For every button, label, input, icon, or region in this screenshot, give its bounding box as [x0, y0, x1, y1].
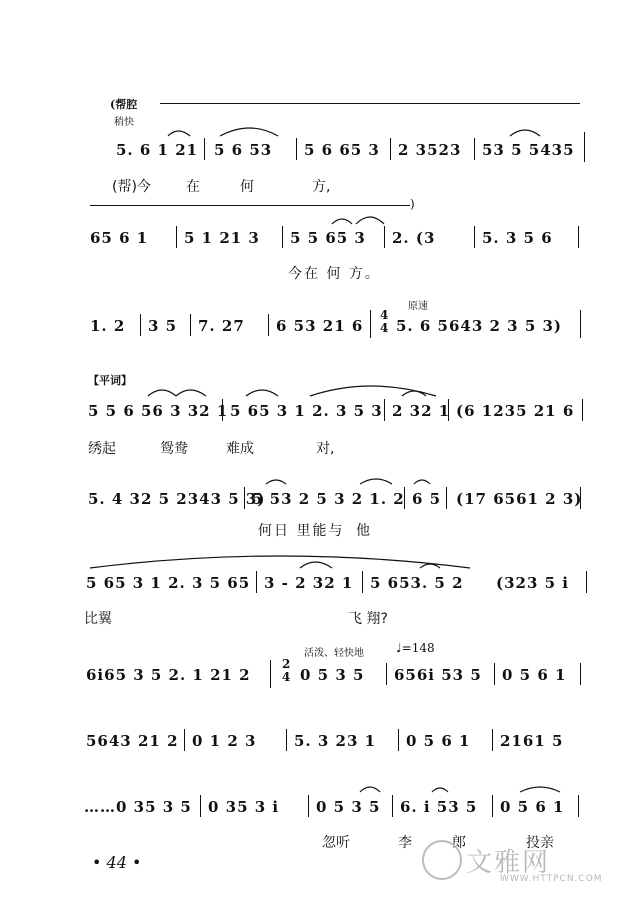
barline [308, 795, 309, 817]
help-chorus-extension-line [160, 103, 580, 104]
barline [398, 729, 399, 751]
barline [268, 314, 269, 336]
measure-2-5: 5. 3 5 6 [482, 229, 553, 247]
barline [286, 729, 287, 751]
barline [446, 487, 447, 509]
measure-3-2: 3 5 [148, 317, 178, 335]
tempo-lively: 活泼、轻快地 [304, 648, 364, 659]
measure-7-2: 0 5 3 5 [300, 666, 365, 684]
barline [296, 138, 297, 160]
lyric: 在 [186, 179, 200, 195]
measure-8-3: 5. 3 23 1 [294, 732, 377, 750]
measure-8-5: 2161 5 [500, 732, 564, 750]
measure-5-4: (17 6561 2 3) [456, 490, 583, 508]
tempo-original: 原速 [408, 301, 428, 312]
barline [200, 795, 201, 817]
lyric: (帮)今 [112, 179, 151, 195]
measure-6-4: (323 5 i [496, 574, 569, 592]
lyric: 他 [356, 523, 370, 539]
lyric: 比翼 [84, 611, 112, 627]
measure-1-2: 5 6 53 [214, 141, 273, 159]
barline [244, 487, 245, 509]
lyric: 何 [240, 179, 254, 195]
time-signature-4-4: 4 4 [380, 308, 390, 335]
lyric: 何日 里能与 [258, 523, 345, 539]
measure-5-2: 5 53 2 5 3 2 1. 2 [252, 490, 405, 508]
measure-4-4: (6 1235 21 6 [456, 402, 575, 420]
measure-4-3: 2 32 1 [392, 402, 451, 420]
barline [390, 138, 391, 160]
measure-6-3: 5 653. 5 2 [370, 574, 464, 592]
barline [392, 795, 393, 817]
measure-1-5: 53 5 5435 [482, 141, 575, 159]
barline [494, 663, 495, 685]
measure-7-4: 0 5 6 1 [502, 666, 567, 684]
barline [404, 487, 405, 509]
measure-9-2: 0 35 3 i [208, 798, 280, 816]
measure-3-1: 1. 2 [90, 317, 126, 335]
page-number: • 44 • [92, 853, 142, 872]
barline [384, 399, 385, 421]
section-label-help-chorus: (帮腔 [110, 98, 138, 111]
lyric: 难成 [226, 441, 254, 457]
time-signature-2-4: 2 4 [282, 657, 292, 684]
measure-1-1: 5. 6 1 21 [116, 141, 199, 159]
barline [584, 132, 585, 162]
measure-8-4: 0 5 6 1 [406, 732, 471, 750]
barline [386, 663, 387, 685]
lyric: 鸳鸯 [160, 441, 188, 457]
chorus-close-paren: ) [410, 197, 415, 211]
lyric: 飞 翔? [348, 611, 388, 627]
lyric: 忽听 [322, 835, 350, 851]
measure-9-5: 0 5 6 1 [500, 798, 565, 816]
barline [370, 310, 371, 338]
measure-2-3: 5 5 65 3 [290, 229, 366, 247]
chorus-extension-line [90, 205, 410, 206]
barline [474, 138, 475, 160]
barline [176, 226, 177, 248]
lyric: 绣起 [88, 441, 116, 457]
measure-8-2: 0 1 2 3 [192, 732, 257, 750]
metronome-marking: ♩=148 [396, 641, 435, 655]
lyric: 郎 [452, 835, 466, 851]
barline [492, 795, 493, 817]
measure-3-5: 5. 6 5643 2 3 5 3) [396, 317, 563, 335]
tempo-slightly-fast: 稍快 [114, 117, 134, 128]
measure-9-4: 6. i 53 5 [400, 798, 478, 816]
lyric: 今在 何 方。 [288, 266, 381, 282]
measure-1-4: 2 3523 [398, 141, 462, 159]
barline [256, 571, 257, 593]
measure-3-3: 7. 27 [198, 317, 245, 335]
barline [474, 226, 475, 248]
barline [204, 138, 205, 160]
barline [580, 310, 581, 338]
barline [190, 314, 191, 336]
barline [578, 226, 579, 248]
barline [448, 399, 449, 421]
lyric: 投亲 [526, 835, 554, 851]
measure-4-1: 5 5 6 56 3 32 1 [88, 402, 229, 420]
barline [580, 487, 581, 509]
watermark-url: WWW.HTTPCN.COM [500, 874, 603, 884]
watermark-seal-icon [422, 840, 462, 880]
lyric: 方, [312, 179, 331, 195]
measure-9-3: 0 5 3 5 [316, 798, 381, 816]
measure-2-1: 65 6 1 [90, 229, 149, 247]
barline [184, 729, 185, 751]
measure-7-3: 656i 53 5 [394, 666, 482, 684]
barline [492, 729, 493, 751]
measure-3-4: 6 53 21 6 [276, 317, 364, 335]
watermark-logo: 文雅网 [466, 848, 551, 878]
barline [578, 795, 579, 817]
barline [362, 571, 363, 593]
lyric: 李 [398, 835, 412, 851]
barline [586, 571, 587, 593]
barline [384, 226, 385, 248]
measure-8-1: 5643 21 2 [86, 732, 179, 750]
measure-2-4: 2. (3 [392, 229, 436, 247]
barline [270, 660, 271, 688]
measure-6-1: 5 65 3 1 2. 3 5 65 [86, 574, 251, 592]
measure-1-3: 5 6 65 3 [304, 141, 380, 159]
measure-4-2: 5 65 3 1 2. 3 5 3 [230, 402, 383, 420]
measure-5-3: 6 5 [412, 490, 442, 508]
measure-6-2: 3 - 2 32 1 [264, 574, 354, 592]
section-label-pingci: 【平词】 [88, 374, 132, 387]
measure-9-1: ……0 35 3 5 [84, 798, 192, 816]
barline [282, 226, 283, 248]
measure-5-1: 5. 4 32 5 2343 5 3) [88, 490, 266, 508]
barline [222, 399, 223, 421]
measure-7-1: 6i65 3 5 2. 1 21 2 [86, 666, 251, 684]
lyric: 对, [316, 441, 335, 457]
barline [582, 399, 583, 421]
barline [140, 314, 141, 336]
measure-2-2: 5 1 21 3 [184, 229, 260, 247]
barline [580, 663, 581, 685]
